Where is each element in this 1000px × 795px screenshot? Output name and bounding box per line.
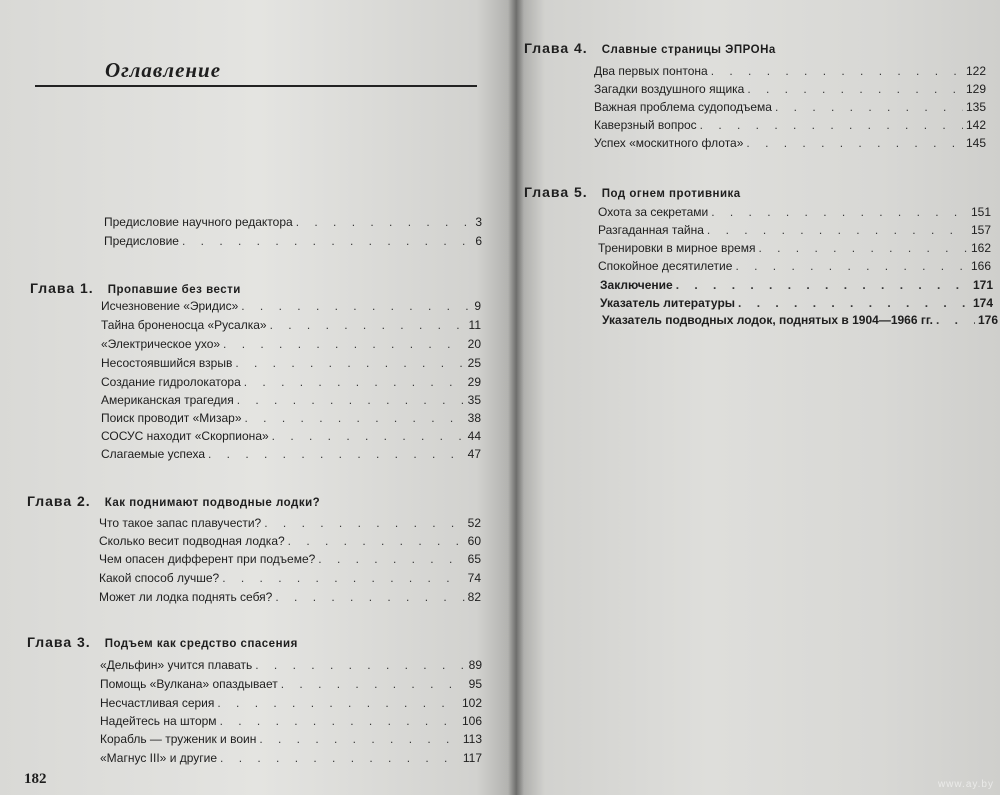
entry-title: Исчезновение «Эридис» xyxy=(101,299,239,313)
entry-title: Несостоявшийся взрыв xyxy=(101,356,233,370)
leader-dots xyxy=(264,516,464,531)
entry-title: Важная проблема судоподъема xyxy=(594,100,772,114)
entry-title: Чем опасен дифферент при подъеме? xyxy=(99,552,316,566)
leader-dots xyxy=(217,696,459,711)
entry-title: «Дельфин» учится плавать xyxy=(100,658,253,672)
chapter-5-heading xyxy=(524,184,741,200)
toc-entry xyxy=(598,259,991,274)
entry-title: Успех «москитного флота» xyxy=(594,136,744,150)
toc-entry xyxy=(598,205,991,220)
leader-dots xyxy=(676,278,970,293)
entry-page: 65 xyxy=(467,552,481,566)
chapter-number: Глава 2. xyxy=(27,493,91,509)
entry-title: Загадки воздушного ящика xyxy=(594,82,745,96)
toc-entry xyxy=(594,118,986,133)
leader-dots xyxy=(281,677,466,692)
chapter-title: Как поднимают подводные лодки? xyxy=(104,497,321,509)
entry-title: СОСУС находит «Скорпиона» xyxy=(101,429,269,443)
leader-dots xyxy=(711,64,963,79)
entry-title: Сколько весит подводная лодка? xyxy=(99,534,285,548)
entry-page: 171 xyxy=(972,278,993,292)
chapter-number: Глава 1. xyxy=(30,280,94,296)
toc-entry xyxy=(100,732,482,747)
chapter-title: Славные страницы ЭПРОНа xyxy=(601,44,776,56)
leader-dots xyxy=(208,447,465,462)
chapter-title: Пропавшие без вести xyxy=(107,284,241,296)
toc-entry xyxy=(100,658,482,673)
entry-page: 157 xyxy=(970,223,991,237)
chapter-number: Глава 4. xyxy=(524,40,588,56)
leader-dots xyxy=(275,590,464,605)
entry-page: 145 xyxy=(965,136,986,150)
toc-entry xyxy=(101,337,481,352)
chapter-number: Глава 5. xyxy=(524,184,588,200)
entry-title: Создание гидролокатора xyxy=(101,375,241,389)
entry-title: Тренировки в мирное время xyxy=(598,241,756,255)
leader-dots xyxy=(746,136,963,151)
toc-entry xyxy=(101,447,481,462)
entry-page: 29 xyxy=(467,375,481,389)
toc-entry xyxy=(101,299,481,314)
toc-entry xyxy=(598,241,991,256)
toc-entry-front-0 xyxy=(104,215,482,230)
chapter-4-heading xyxy=(524,40,776,56)
entry-page: 135 xyxy=(965,100,986,114)
entry-page: 151 xyxy=(970,205,991,219)
entry-title: Указатель подводных лодок, поднятых в 1904—1966 гг. xyxy=(602,313,933,327)
entry-page: 162 xyxy=(970,241,991,255)
entry-title: Корабль — труженик и воин xyxy=(100,732,257,746)
toc-entry xyxy=(594,64,986,79)
toc-entry-bibliography xyxy=(600,296,993,311)
entry-title: Два первых понтона xyxy=(594,64,708,78)
leader-dots xyxy=(182,234,472,249)
entry-page: 117 xyxy=(462,751,482,765)
entry-title: Охота за секретами xyxy=(598,205,709,219)
entry-page: 52 xyxy=(467,516,481,530)
leader-dots xyxy=(747,82,963,97)
toc-entry-conclusion xyxy=(600,278,993,293)
entry-page: 44 xyxy=(467,429,481,443)
toc-entry xyxy=(101,318,481,333)
entry-title: Какой способ лучше? xyxy=(99,571,220,585)
entry-title: Тайна броненосца «Русалка» xyxy=(101,318,267,332)
leader-dots xyxy=(775,100,963,115)
entry-title: Заключение xyxy=(600,278,673,292)
toc-entry xyxy=(101,411,481,426)
entry-page: 113 xyxy=(462,732,482,746)
leader-dots xyxy=(711,205,968,220)
toc-entry xyxy=(594,100,986,115)
entry-page: 174 xyxy=(972,296,993,310)
heading-rule xyxy=(35,85,477,87)
watermark: www.ay.by xyxy=(937,779,994,790)
leader-dots xyxy=(237,393,465,408)
chapter-1-heading xyxy=(30,280,241,296)
entry-page: 166 xyxy=(970,259,991,273)
entry-page: 106 xyxy=(461,714,482,728)
chapter-title: Подъем как средство спасения xyxy=(104,638,298,650)
entry-page: 74 xyxy=(467,571,481,585)
entry-page: 35 xyxy=(467,393,481,407)
toc-entry xyxy=(100,677,482,692)
toc-entry xyxy=(594,136,986,151)
leader-dots xyxy=(700,118,963,133)
entry-page: 60 xyxy=(467,534,481,548)
book-spine xyxy=(508,0,524,795)
entry-title: Может ли лодка поднять себя? xyxy=(99,590,273,604)
entry-title: Указатель литературы xyxy=(600,296,736,310)
entry-title: Несчастливая серия xyxy=(100,696,215,710)
leader-dots xyxy=(259,732,460,747)
entry-title: Предисловие научного редактора xyxy=(104,215,293,229)
entry-page: 9 xyxy=(474,299,481,313)
entry-page: 89 xyxy=(468,658,482,672)
page-number: 182 xyxy=(24,771,47,787)
entry-page: 95 xyxy=(468,677,482,691)
entry-title: Что такое запас плавучести? xyxy=(99,516,262,530)
entry-title: Разгаданная тайна xyxy=(598,223,704,237)
entry-title: Помощь «Вулкана» опаздывает xyxy=(100,677,278,691)
entry-title: Слагаемые успеха xyxy=(101,447,205,461)
leader-dots xyxy=(735,259,968,274)
leader-dots xyxy=(235,356,464,371)
chapter-3-heading xyxy=(27,634,298,650)
toc-entry xyxy=(101,375,481,390)
entry-page: 102 xyxy=(461,696,482,710)
toc-entry-submarine-index xyxy=(602,313,998,328)
toc-entry xyxy=(100,751,482,766)
toc-entry xyxy=(101,429,481,444)
entry-title: Поиск проводит «Мизар» xyxy=(101,411,242,425)
leader-dots xyxy=(270,318,466,333)
leader-dots xyxy=(707,223,968,238)
chapter-2-heading xyxy=(27,493,320,509)
entry-title: Надейтесь на шторм xyxy=(100,714,217,728)
chapter-title: Под огнем противника xyxy=(601,188,741,200)
leader-dots xyxy=(288,534,465,549)
leader-dots xyxy=(222,571,464,586)
toc-entry xyxy=(99,516,481,531)
toc-entry xyxy=(99,590,481,605)
toc-entry xyxy=(99,534,481,549)
leader-dots xyxy=(318,552,464,567)
toc-entry xyxy=(594,82,986,97)
leader-dots xyxy=(272,429,465,444)
entry-page: 142 xyxy=(965,118,986,132)
leader-dots xyxy=(220,714,459,729)
leader-dots xyxy=(296,215,473,230)
leader-dots xyxy=(738,296,970,311)
entry-page: 6 xyxy=(475,234,482,248)
toc-heading: Оглавление xyxy=(105,58,222,82)
leader-dots xyxy=(244,375,465,390)
entry-title: «Электрическое ухо» xyxy=(101,337,221,351)
leader-dots xyxy=(220,751,460,766)
entry-page: 3 xyxy=(475,215,482,229)
entry-page: 38 xyxy=(467,411,481,425)
leader-dots xyxy=(255,658,465,673)
entry-title: Спокойное десятилетие xyxy=(598,259,733,273)
toc-entry xyxy=(598,223,991,238)
chapter-number: Глава 3. xyxy=(27,634,91,650)
toc-entry xyxy=(101,356,481,371)
leader-dots xyxy=(245,411,465,426)
leader-dots xyxy=(758,241,968,256)
leader-dots xyxy=(241,299,471,314)
toc-entry xyxy=(101,393,481,408)
right-page xyxy=(516,0,1000,795)
entry-page: 82 xyxy=(467,590,481,604)
toc-entry xyxy=(100,714,482,729)
entry-title: Предисловие xyxy=(104,234,179,248)
entry-page: 11 xyxy=(468,318,481,332)
toc-entry xyxy=(99,552,481,567)
entry-page: 176 xyxy=(977,313,998,327)
toc-entry xyxy=(100,696,482,711)
entry-title: Каверзный вопрос xyxy=(594,118,697,132)
entry-page: 47 xyxy=(467,447,481,461)
entry-page: 25 xyxy=(467,356,481,370)
toc-entry xyxy=(99,571,481,586)
leader-dots xyxy=(223,337,465,352)
toc-entry-front-1 xyxy=(104,234,482,249)
entry-page: 129 xyxy=(965,82,986,96)
entry-page: 20 xyxy=(467,337,481,351)
leader-dots xyxy=(936,313,975,328)
entry-title: «Магнус III» и другие xyxy=(100,751,218,765)
entry-title: Американская трагедия xyxy=(101,393,234,407)
entry-page: 122 xyxy=(965,64,986,78)
